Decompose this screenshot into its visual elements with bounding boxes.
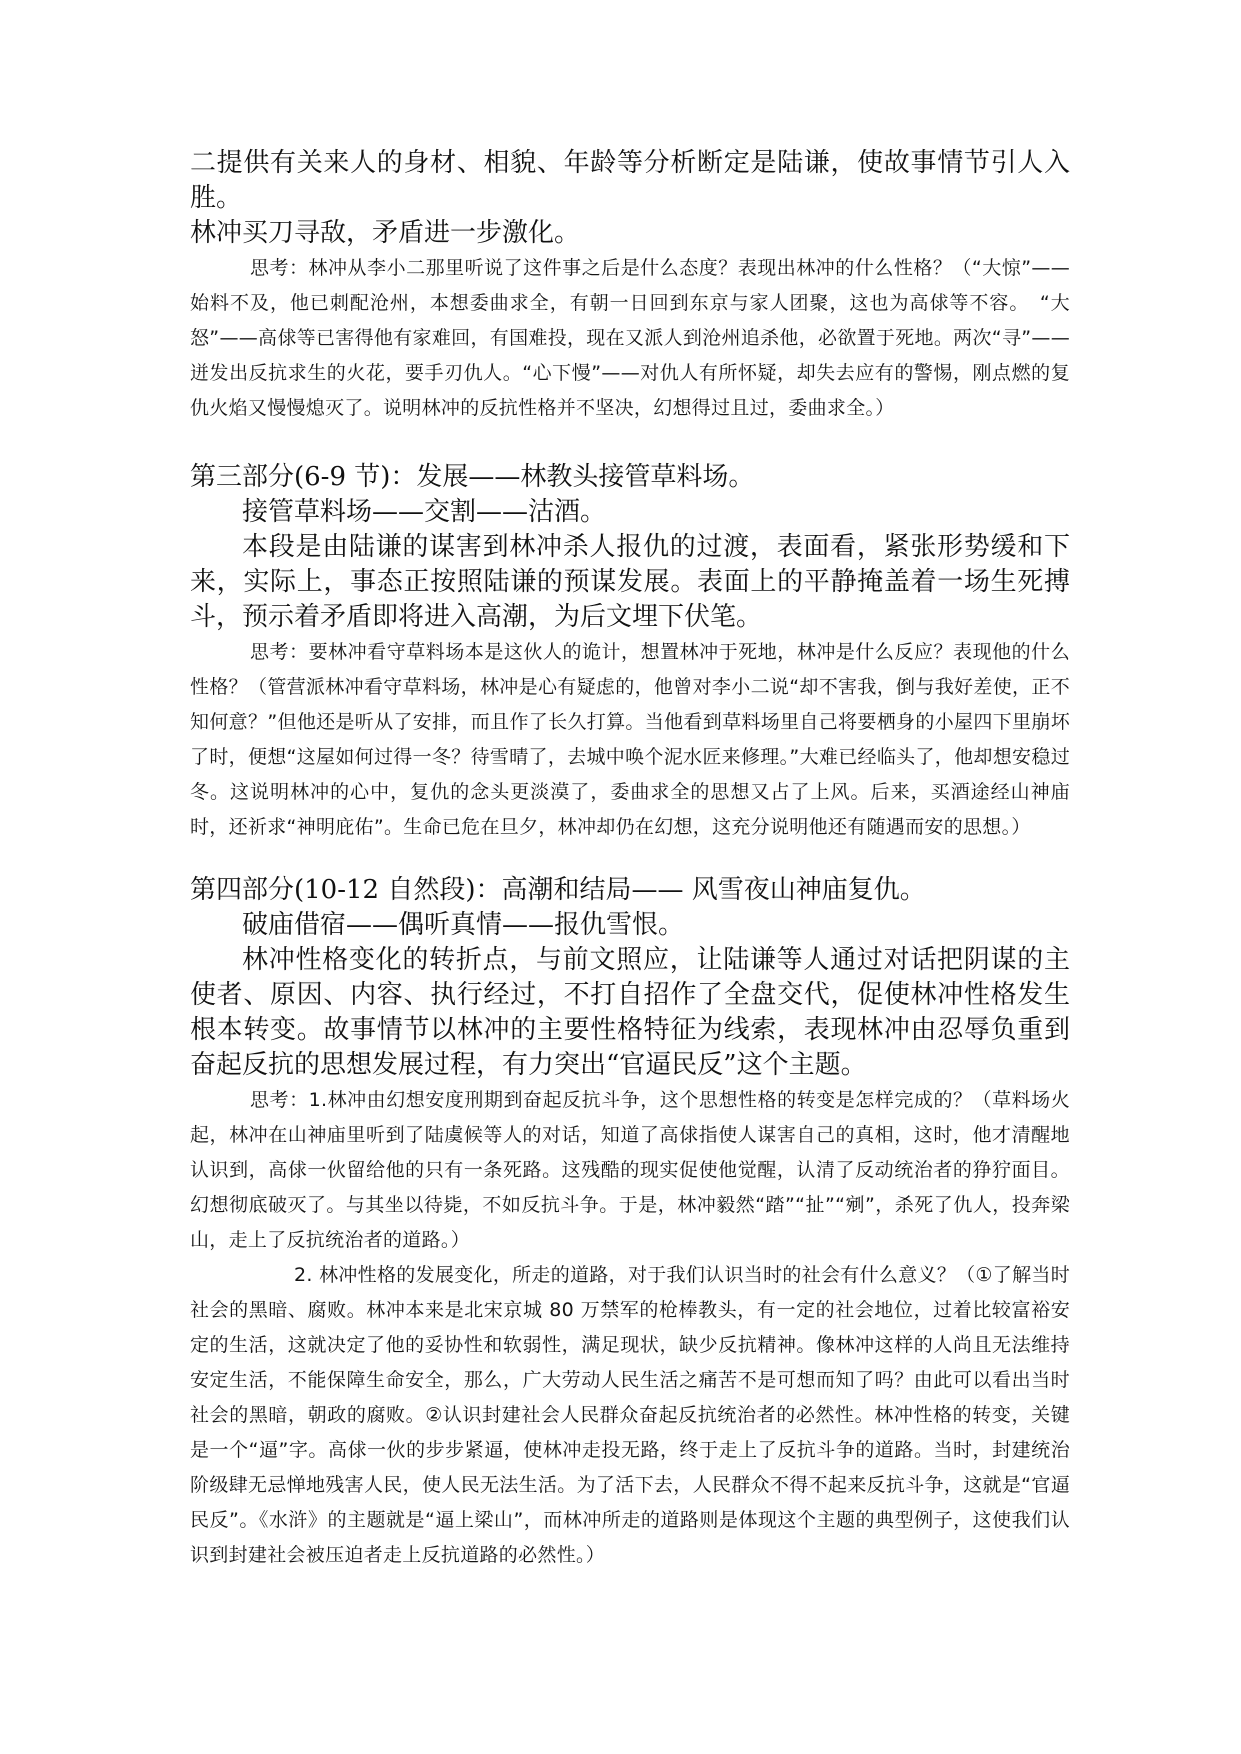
section-gap (190, 845, 1070, 873)
summary-part4: 林冲性格变化的转折点，与前文照应，让陆谦等人通过对话把阴谋的主使者、原因、内容、执行经过，不打自招作了全盘交代，促使林冲性格发生根本转变。故事情节以林冲的主要性格特征为线索，表现林冲由忍辱负重到奋起反抗的思想发展过程，有力突出“官逼民反”这个主题。 (190, 945, 1070, 1080)
summary-part3: 本段是由陆谦的谋害到林冲杀人报仇的过渡，表面看，紧张形势缓和下来，实际上，事态正按照陆谦的预谋发展。表面上的平静掩盖着一场生死搏斗，预示着矛盾即将进入高潮，为后文埋下伏笔。 (190, 532, 1070, 632)
paragraph-buy-knife: 林冲买刀寻敌，矛盾进一步激化。 (190, 218, 581, 248)
paragraph-analysis-end: 二提供有关来人的身材、相貌、年龄等分析断定是陆谦，使故事情节引人入胜。 (190, 148, 1070, 213)
section-part4 (190, 873, 1070, 1573)
question-part2: 思考：林冲从李小二那里听说了这件事之后是什么态度？表现出林冲的什么性格？（“大惊”——始料不及，他已刺配沧州，本想委曲求全，有朝一日回到东京与家人团聚，这也为高俅等不容。 “大怒”——高俅等已害得他有家难回，有国难投，现在又派人到沧州追杀他，必欲置于死地。两次“寻”——迸发出反抗求生的火花，要手刃仇人。“心下慢”——对仇人有所怀疑，却失去应有的警惕，刚点燃的复仇火焰又慢慢熄灭了。说明林冲的反抗性格并不坚决，幻想得过且过，委曲求全。） (190, 257, 1070, 419)
outline-part4: 破庙借宿——偶听真情——报仇雪恨。 (242, 910, 685, 940)
section-gap (190, 426, 1070, 460)
section-part3 (190, 460, 1070, 845)
heading-part3: 第三部分(6-9 节)：发展——林教头接管草料场。 (190, 462, 755, 492)
heading-part4: 第四部分(10-12 自然段)：高潮和结局—— 风雪夜山神庙复仇。 (190, 875, 926, 905)
outline-part3: 接管草料场——交割——沽酒。 (242, 497, 607, 527)
question-part3: 思考：要林冲看守草料场本是这伙人的诡计，想置林冲于死地，林冲是什么反应？表现他的什么性格？（管营派林冲看守草料场，林冲是心有疑虑的，他曾对李小二说“却不害我，倒与我好差使，正不知何意？”但他还是听从了安排，而且作了长久打算。当他看到草料场里自己将要栖身的小屋四下里崩坏了时，便想“这屋如何过得一冬？待雪晴了，去城中唤个泥水匠来修理。”大难已经临头了，他却想安稳过冬。这说明林冲的心中，复仇的念头更淡漠了，委曲求全的思想又占了上风。后来，买酒途经山神庙时，还祈求“神明庇佑”。生命已危在旦夕，林冲却仍在幻想，这充分说明他还有随遇而安的思想。） (190, 641, 1070, 838)
question-part4-2: 2. 林冲性格的发展变化，所走的道路，对于我们认识当时的社会有什么意义？（①了解当时社会的黑暗、腐败。林冲本来是北宋京城 80 万禁军的枪棒教头，有一定的社会地位，过着比较富裕安定的生活，这就决定了他的妥协性和软弱性，满足现状，缺少反抗精神。像林冲这样的人尚且无法维持安定生活，不能保障生命安全，那么，广大劳动人民生活之痛苦不是可想而知了吗？由此可以看出当时社会的黑暗，朝政的腐败。②认识封建社会人民群众奋起反抗统治者的必然性。林冲性格的转变，关键是一个“逼”字。高俅一伙的步步紧逼，使林冲走投无路，终于走上了反抗斗争的道路。当时，封建统治阶级肆无忌惮地残害人民，使人民无法生活。为了活下去，人民群众不得不起来反抗斗争，这就是“官逼民反”。《水浒》的主题就是“逼上梁山”，而林冲所走的道路则是体现这个主题的典型例子，这使我们认识到封建社会被压迫者走上反抗道路的必然性。） (190, 1264, 1070, 1566)
section-part2-end (190, 146, 1070, 426)
question-part4-1: 思考：1.林冲由幻想安度刑期到奋起反抗斗争，这个思想性格的转变是怎样完成的？（草料场火起，林冲在山神庙里听到了陆虞候等人的对话，知道了高俅指使人谋害自己的真相，这时，他才清醒地认识到，高俅一伙留给他的只有一条死路。这残酷的现实促使他觉醒，认清了反动统治者的狰狞面目。幻想彻底破灭了。与其坐以待毙，不如反抗斗争。于是，林冲毅然“踏”“扯”“剜”，杀死了仇人，投奔梁山，走上了反抗统治者的道路。） (190, 1089, 1070, 1251)
document-body (190, 146, 1070, 1573)
